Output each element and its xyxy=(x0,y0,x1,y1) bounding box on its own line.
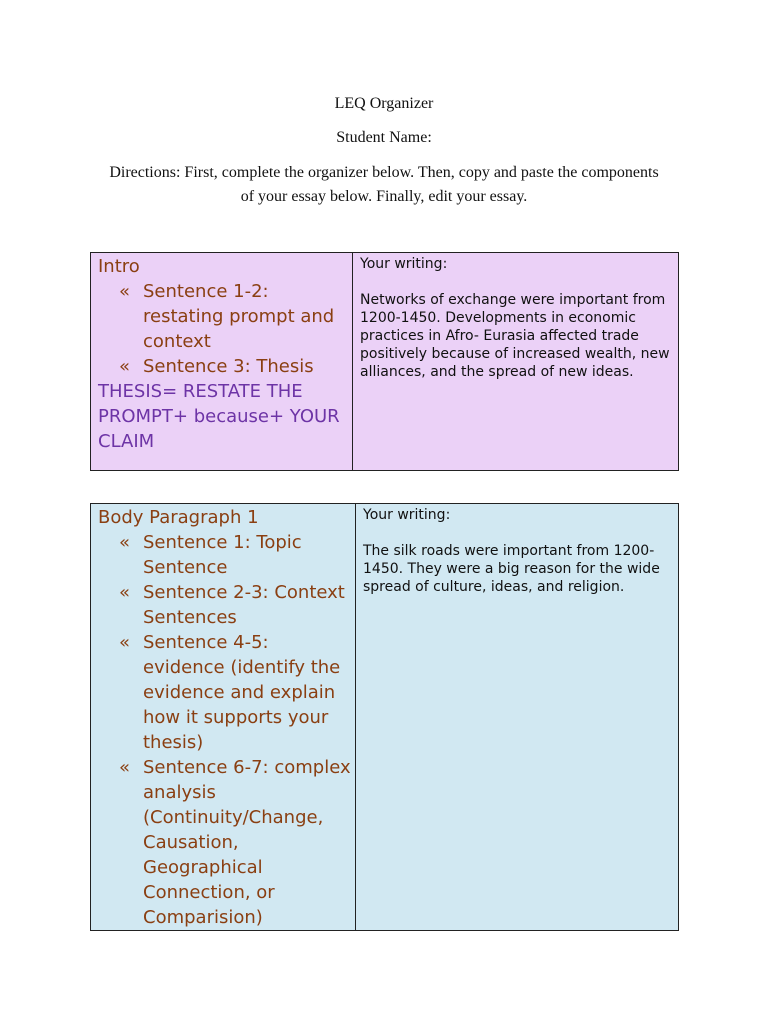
intro-writing-text[interactable]: Networks of exchange were important from 1200-1450. Developments in economic practices in Afro- Eurasia affected trade positively because of increased wealth, new alliances, and the spread of new ideas. xyxy=(360,292,670,380)
directions-text: Directions: First, complete the organizer below. Then, copy and paste the components of your essay below. Finally, edit your essay. xyxy=(109,164,659,205)
thesis-formula: THESIS= RESTATE THE PROMPT+ because+ YOUR CLAIM xyxy=(98,381,340,452)
list-item xyxy=(98,279,348,354)
bullet-icon: « xyxy=(119,532,131,553)
bullet-icon: « xyxy=(119,582,131,603)
list-item xyxy=(98,580,351,630)
bullet-text: Sentence 3: Thesis xyxy=(143,356,314,377)
body1-instructions-cell xyxy=(91,504,356,931)
bullet-text: Sentence 1-2: restating prompt and context xyxy=(143,281,335,352)
your-writing-label: Your writing: xyxy=(363,507,451,523)
bullet-text: Sentence 4-5: evidence (identify the evidence and explain how it supports your thesis) xyxy=(143,632,341,753)
list-item xyxy=(98,755,351,930)
bullet-text: Sentence 1: Topic Sentence xyxy=(143,532,302,578)
student-name-label: Student Name: xyxy=(336,129,432,146)
body1-title: Body Paragraph 1 xyxy=(98,507,259,528)
intro-writing-cell[interactable] xyxy=(353,253,679,471)
document-header xyxy=(0,93,768,209)
your-writing-label: Your writing: xyxy=(360,256,448,272)
body1-bullet-list xyxy=(98,530,351,930)
list-item xyxy=(98,354,348,379)
body1-writing-cell[interactable] xyxy=(356,504,679,931)
intro-instructions-cell xyxy=(91,253,353,471)
body-paragraph-1-table xyxy=(90,503,679,931)
bullet-icon: « xyxy=(119,757,131,778)
bullet-icon: « xyxy=(119,281,131,302)
intro-bullet-list xyxy=(98,279,348,379)
list-item xyxy=(98,530,351,580)
list-item xyxy=(98,630,351,755)
document-title: LEQ Organizer xyxy=(334,95,434,112)
body1-writing-text[interactable]: The silk roads were important from 1200-1450. They were a big reason for the wide spread of culture, ideas, and religion. xyxy=(363,543,660,595)
bullet-icon: « xyxy=(119,632,131,653)
bullet-text: Sentence 6-7: complex analysis (Continuity/Change, Causation, Geographical Connection, or Comparision) xyxy=(143,757,351,928)
intro-table xyxy=(90,252,679,471)
bullet-icon: « xyxy=(119,356,131,377)
intro-title: Intro xyxy=(98,256,140,277)
bullet-text: Sentence 2-3: Context Sentences xyxy=(143,582,345,628)
